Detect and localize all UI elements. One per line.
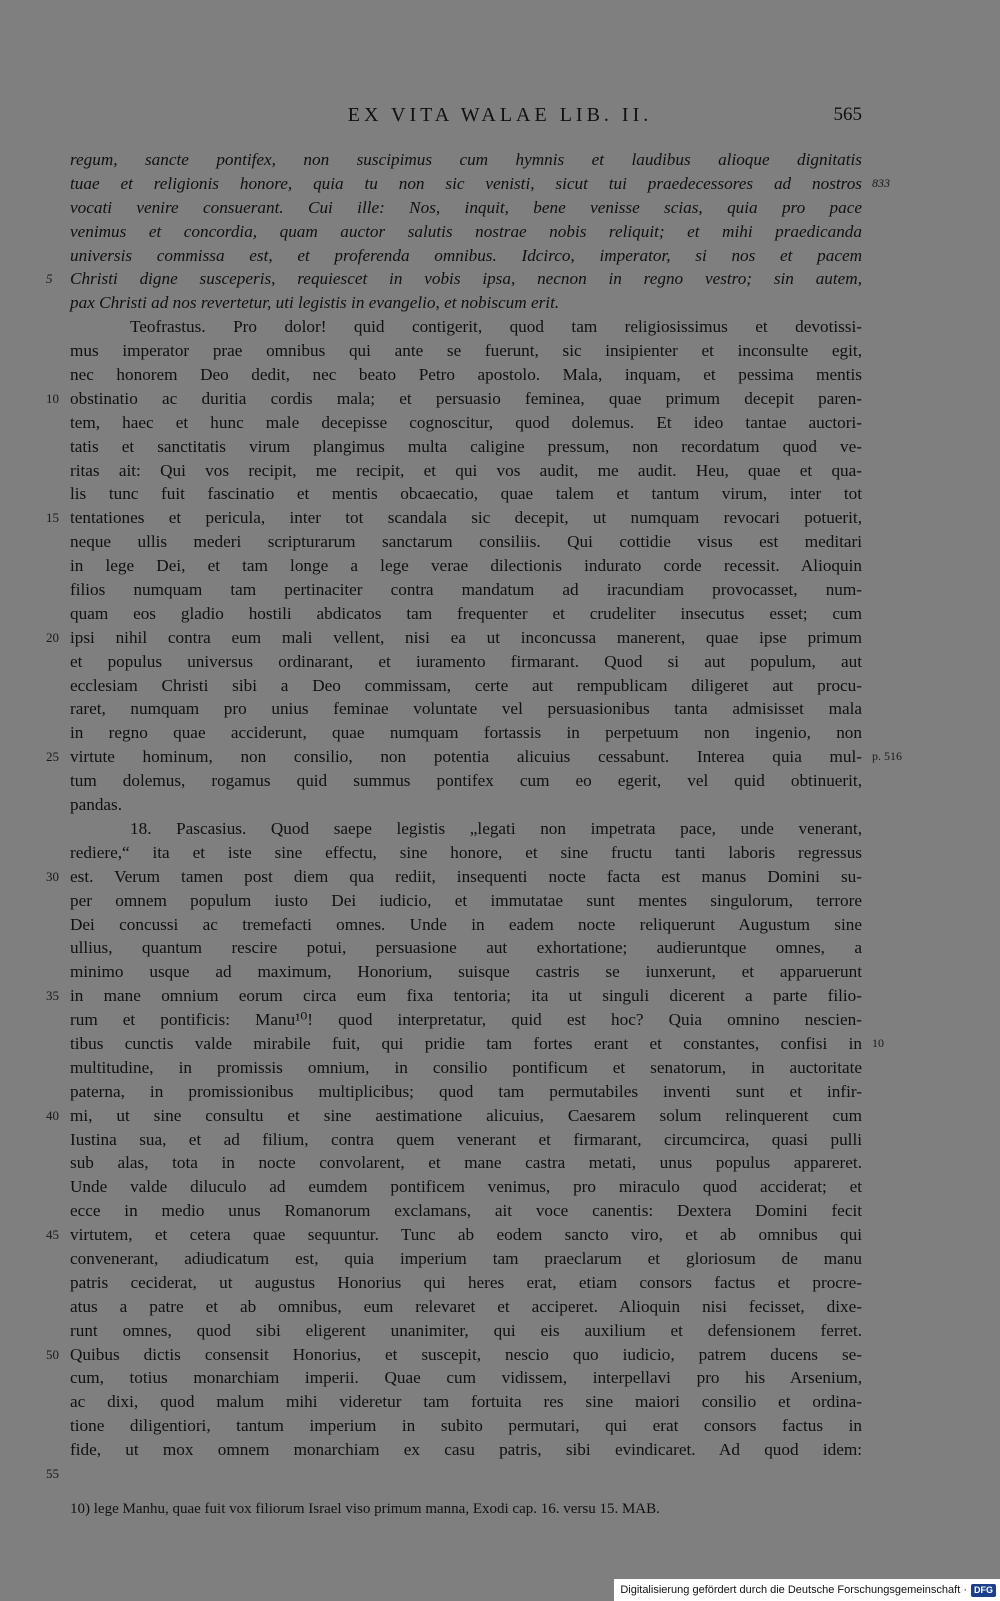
- line-text: rediere,“ ita et iste sine effectu, sine honore, et sine fructu tanti laboris regressus: [70, 842, 862, 862]
- text-line: [70, 1104, 862, 1128]
- line-text: in mane omnium eorum circa eum fixa tentoria; ita ut singuli dicerent a parte filio-: [70, 986, 862, 1006]
- line-text: regum, sancte pontifex, non suscipimus cum hymnis et laudibus alioque dignitatis: [70, 150, 862, 169]
- line-number: 40: [46, 1107, 59, 1123]
- line-number: 35: [46, 988, 59, 1004]
- line-text: universis commissa est, et proferenda omnibus. Idcirco, imperator, si nos et pacem: [70, 245, 862, 265]
- line-text: tem, haec et hunc male decepisse cognoscitur, quod dolemus. Et ideo tantae auctori-: [70, 412, 862, 432]
- dfg-logo: DFG: [971, 1584, 996, 1597]
- line-text: venimus et concordia, quam auctor salutis nostrae nobis reliquit; et mihi praedicanda: [70, 221, 862, 241]
- line-text: vocati venire consuerant. Cui ille: Nos, inquit, bene venisse scias, quia pro pace: [70, 197, 862, 217]
- line-text: filios numquam tam pertinaciter contra mandatum ad iracundiam provocasset, num-: [70, 580, 862, 600]
- line-text: pandas.: [70, 795, 123, 815]
- line-text: paterna, in promissionibus multiplicibus; quod tam permutabiles inventi sunt et infir-: [70, 1081, 862, 1101]
- running-head: [0, 104, 1000, 130]
- line-number: 50: [46, 1346, 59, 1362]
- line-text: mus imperator prae omnibus qui ante se fuerunt, sic insipienter et inconsulte egit,: [70, 341, 862, 361]
- line-text: Teofrastus. Pro dolor! quid contigerit, quod tam religiosissimus et devotissi-: [130, 317, 862, 337]
- text-line: [70, 1223, 862, 1247]
- text-line: [70, 674, 862, 698]
- text-line: [70, 196, 862, 220]
- text-line: [70, 1366, 862, 1390]
- line-number: 30: [46, 868, 59, 884]
- line-text: Iustina sua, et ad filium, contra quem venerant et firmarant, circumcirca, quasi pulli: [70, 1129, 862, 1149]
- text-line: [70, 1175, 862, 1199]
- line-number: 20: [46, 629, 59, 645]
- line-text: et populus universus ordinarant, et iuramento firmarant. Quod si aut populum, aut: [70, 651, 862, 671]
- text-line: [70, 291, 862, 315]
- line-text: mi, ut sine consultu et sine aestimatione alicuius, Caesarem solum relinquerent cum: [70, 1105, 862, 1125]
- line-text: virtutem, et cetera quae sequuntur. Tunc ab eodem sancto viro, et ab omnibus qui: [70, 1225, 862, 1245]
- text-line: [70, 1271, 862, 1295]
- line-number: 10: [46, 390, 59, 406]
- text-line: [70, 1247, 862, 1271]
- line-text: cum, totius monarchiam imperii. Quae cum vidissem, interpellavi pro his Arsenium,: [70, 1368, 862, 1388]
- text-line: [70, 1056, 862, 1080]
- line-text: in lege Dei, et tam longe a lege verae dilectionis indurato corde recessit. Alioquin: [70, 556, 862, 576]
- text-line: [70, 865, 862, 889]
- text-line: [70, 267, 862, 291]
- line-text: Unde valde diluculo ad eumdem pontificem venimus, pro miraculo quod acciderat; et: [70, 1177, 862, 1197]
- line-text: lis tunc fuit fascinatio et mentis obcaecatio, quae talem et tantum virum, inter tot: [70, 484, 862, 504]
- text-line: [70, 697, 862, 721]
- line-text: quam eos gladio hostili abdicatos tam frequenter et crudeliter insecutus esset; cum: [70, 603, 862, 623]
- text-line: [70, 435, 862, 459]
- text-line: [70, 650, 862, 674]
- text-line: [70, 745, 862, 769]
- line-text: Dei concussi ac tremefacti omnes. Unde in eadem nocte reliquerunt Augustum sine: [70, 914, 862, 934]
- footnote: 10) lege Manhu, quae fuit vox filiorum Israel viso primum manna, Exodi cap. 16. versu 15. MAB.: [70, 1501, 660, 1517]
- line-text: tione diligentiori, tantum imperium in subito permutari, qui erat consors factus in: [70, 1416, 862, 1436]
- text-line: [70, 1414, 862, 1438]
- line-text: ecclesiam Christi sibi a Deo commissam, certe aut rempublicam diligeret aut procu-: [70, 675, 862, 695]
- line-text: sub alas, tota in nocte convolarent, et mane castra metati, unus populus appareret.: [70, 1153, 862, 1173]
- line-text: 18. Pascasius. Quod saepe legistis „legati non impetrata pace, unde venerant,: [130, 818, 862, 838]
- text-line: [70, 936, 862, 960]
- text-line: [70, 769, 862, 793]
- text-line: [70, 172, 862, 196]
- line-text: tentationes et pericula, inter tot scandala sic decepit, ut numquam revocari potuerit,: [70, 508, 862, 528]
- text-line: [70, 984, 862, 1008]
- text-line: [70, 554, 862, 578]
- text-line: [70, 339, 862, 363]
- text-line: [70, 1295, 862, 1319]
- line-text: ac dixi, quod malum mihi videretur tam fortuita res sine maiori consilio et ordina-: [70, 1392, 862, 1412]
- line-text: in regno quae acciderunt, quae numquam fortassis in perpetuum non ingenio, non: [70, 723, 862, 743]
- text-line: [46, 1438, 862, 1481]
- line-text: neque ullis mederi scripturarum sanctarum consiliis. Qui cottidie visus est meditari: [70, 532, 862, 552]
- text-line: [70, 889, 862, 913]
- margin-note: 833: [872, 175, 890, 190]
- line-text: tuae et religionis honore, quia tu non sic venisti, sicut tui praedecessores ad nostros: [70, 173, 862, 193]
- line-number: 25: [46, 749, 59, 765]
- text-line: [70, 626, 862, 650]
- line-text: convenerant, adiudicatum est, quia imperium tam praeclarum et gloriosum de manu: [70, 1248, 862, 1268]
- line-text: virtute hominum, non consilio, non potentia alicuius cessabunt. Interea quia mul-: [70, 747, 862, 767]
- line-number: 45: [46, 1227, 59, 1243]
- line-text: patris ceciderat, ut augustus Honorius qui heres erat, etiam consors factus et procre-: [70, 1272, 862, 1292]
- line-number: 5: [46, 271, 53, 287]
- line-number: 55: [46, 1466, 59, 1481]
- line-text: tibus cunctis valde mirabile fuit, qui pridie tam fortes erant et constantes, confisi in: [70, 1033, 862, 1053]
- text-line: [70, 530, 862, 554]
- text-line: [70, 506, 862, 530]
- text-line: [70, 1343, 862, 1367]
- line-text: runt omnes, quod sibi eligerent unanimiter, qui eis auxilium et defensionem ferret.: [70, 1320, 862, 1340]
- line-text: Christi digne susceperis, requiescet in vobis ipsa, necnon in regno vestro; sin autem,: [70, 269, 862, 289]
- line-number: 15: [46, 510, 59, 526]
- page-number: 565: [833, 104, 862, 125]
- text-line: [70, 1128, 862, 1152]
- line-text: est. Verum tamen post diem qua rediit, insequenti nocte facta est manus Domini su-: [70, 866, 862, 886]
- line-text: atus a patre et ab omnibus, eum relevaret et acciperet. Alioquin nisi fecisset, dixe-: [70, 1296, 862, 1316]
- text-line: [70, 220, 862, 244]
- text-line: [70, 315, 862, 339]
- text-line: [70, 913, 862, 937]
- line-text: per omnem populum iusto Dei iudicio, et immutatae sunt mentes singulorum, terrore: [70, 890, 862, 910]
- line-text: minimo usque ad maximum, Honorium, suisque castris se iunxerunt, et apparuerunt: [70, 962, 862, 982]
- text-line: [70, 1032, 862, 1056]
- text-line: [70, 1390, 862, 1414]
- line-text: pax Christi ad nos revertetur, uti legistis in evangelio, et nobiscum erit.: [70, 293, 560, 313]
- running-title: EX VITA WALAE LIB. II.: [347, 104, 653, 126]
- text-line: [70, 411, 862, 435]
- credit-text: Digitalisierung gefördert durch die Deutsche Forschungsgemeinschaft ·: [620, 1584, 967, 1596]
- line-text: fide, ut mox omnem monarchiam ex casu patris, sibi evindicaret. Ad quod idem:: [70, 1440, 862, 1460]
- line-text: ritas ait: Qui vos recipit, me recipit, et qui vos audit, me audit. Heu, quae et qua-: [70, 460, 862, 480]
- margin-note: 10: [872, 1035, 884, 1050]
- main-text: [46, 148, 902, 1481]
- line-text: rum et pontificis: Manu¹⁰! quod interpretatur, quid est hoc? Quia omnino nescien-: [70, 1010, 862, 1030]
- digitization-credit: [614, 1579, 1000, 1601]
- line-text: raret, numquam pro unius feminae voluntate vel persuasionibus tanta admisisset mala: [70, 699, 862, 719]
- text-line: [70, 817, 862, 841]
- line-text: Quibus dictis consensit Honorius, et suscepit, nescio quo iudicio, patrem ducens se-: [70, 1344, 862, 1364]
- line-text: tatis et sanctitatis virum plangimus multa caligine pressum, non recordatum quod ve-: [70, 436, 862, 456]
- line-text: nec honorem Deo dedit, nec beato Petro apostolo. Mala, inquam, et pessima mentis: [70, 365, 862, 385]
- line-text: ipsi nihil contra eum mali vellent, nisi ea ut inconcussa manerent, quae ipse primum: [70, 627, 862, 647]
- line-text: ullius, quantum rescire potui, persuasione aut exhortatione; audieruntque omnes, a: [70, 938, 862, 958]
- text-line: [70, 793, 862, 817]
- text-line: [70, 578, 862, 602]
- text-line: [70, 1151, 862, 1175]
- text-line: [70, 459, 862, 483]
- line-text: obstinatio ac duritia cordis mala; et persuasio feminea, quae primum decepit paren-: [70, 388, 862, 408]
- line-text: ecce in medio unus Romanorum exclamans, ait voce canentis: Dextera Domini fecit: [70, 1201, 862, 1221]
- line-text: tum dolemus, rogamus quid summus pontifex cum eo egerit, vel quid obtinuerit,: [70, 771, 862, 791]
- line-text: multitudine, in promissis omnium, in consilio pontificum et senatorum, in auctoritate: [70, 1057, 862, 1077]
- text-line: [70, 387, 862, 411]
- margin-note: p. 516: [872, 749, 902, 764]
